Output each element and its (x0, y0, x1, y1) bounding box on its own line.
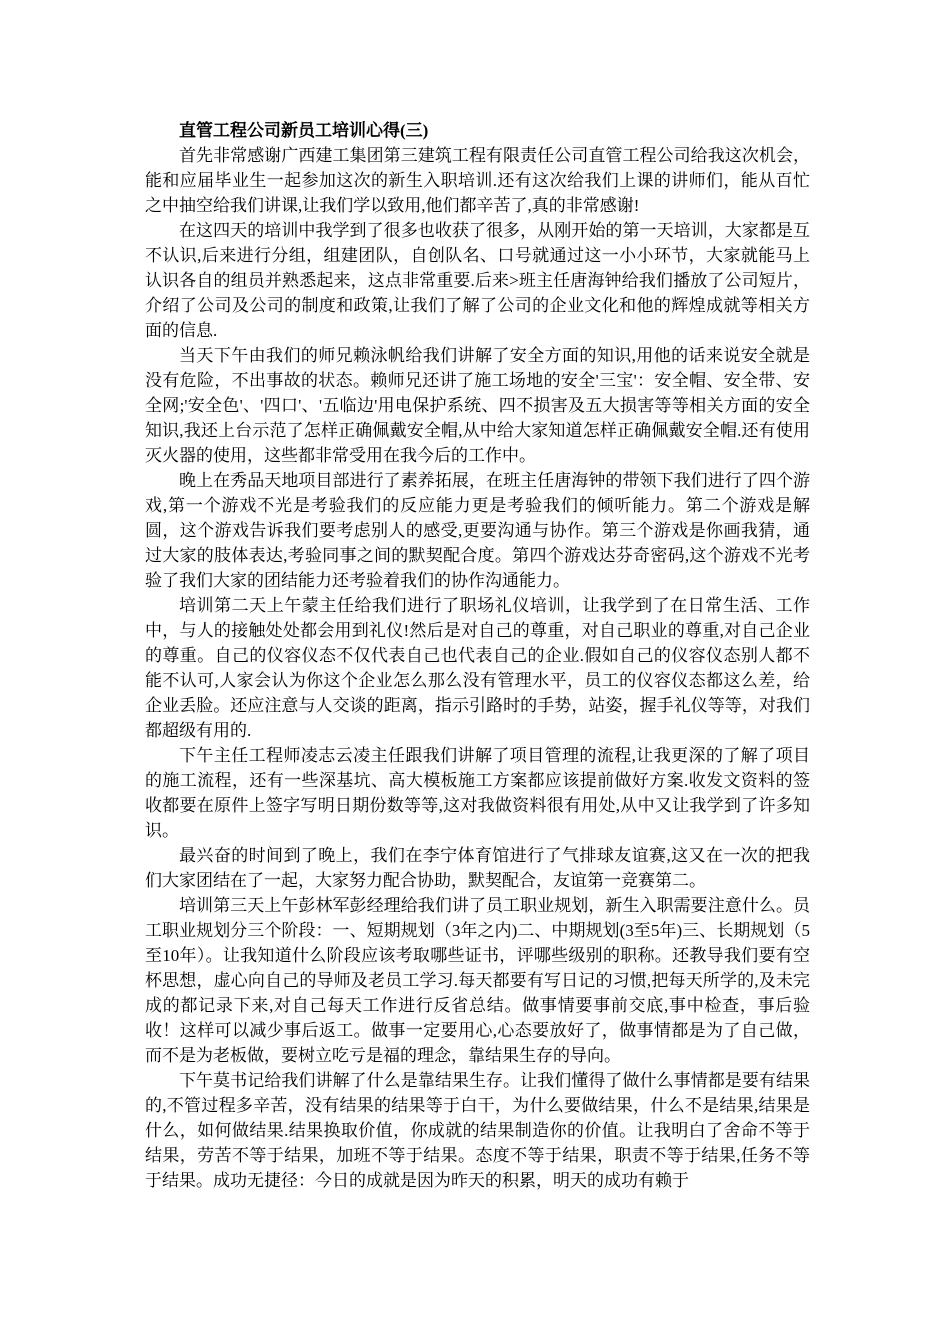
paragraph: 下午莫书记给我们讲解了什么是靠结果生存。让我们懂得了做什么事情都是要有结果的,不管过程多辛苦，没有结果的结果等于白干，为什么要做结果，什么不是结果,结果是什么，如何做结果.结果换取价值，你成就的结果制造你的价值。让我明白了舍命不等于结果，劳苦不等于结果，加班不等于结果。态度不等于结果，职责不等于结果,任务不等于结果。成功无捷径：今日的成就是因为昨天的积累，明天的成功有赖于 (145, 1071, 810, 1190)
paragraph: 培训第二天上午蒙主任给我们进行了职场礼仪培训，让我学到了在日常生活、工作中，与人的接触处处都会用到礼仪!然后是对自己的尊重，对自己职业的尊重,对自己企业的尊重。自己的仪容仪态不仅代表自己也代表自己的企业.假如自己的仪容仪态别人都不能不认可,人家会认为你这个企业怎么那么没有管理水平，员工的仪容仪态都这么差，给企业丢脸。还应注意与人交谈的距离，指示引路时的手势，站姿，握手礼仪等等，对我们都超级有用的. (145, 596, 810, 740)
paragraph: 首先非常感谢广西建工集团第三建筑工程有限责任公司直管工程公司给我这次机会，能和应届毕业生一起参加这次的新生入职培训.还有这次给我们上课的讲师们，能从百忙之中抽空给我们讲课,让我们学以致用,他们都辛苦了,真的非常感谢! (145, 146, 810, 215)
paragraph: 培训第三天上午彭林军彭经理给我们讲了员工职业规划，新生入职需要注意什么。员工职业规划分三个阶段：一、短期规划（3年之内)二、中期规划(3至5年)三、长期规划（5至10年）。让我知道什么阶段应该考取哪些证书，评哪些级别的职称。还教导我们要有空杯思想，虚心向自己的导师及老员工学习.每天都要有写日记的习惯,把每天所学的,及未完成的都记录下来,对自己每天工作进行反省总结。做事情要事前交底,事中检查，事后验收！这样可以减少事后返工。做事一定要用心,心态要放好了，做事情都是为了自己做，而不是为老板做，要树立吃亏是福的理念，靠结果生存的导向。 (145, 896, 810, 1065)
paragraph: 最兴奋的时间到了晚上，我们在李宁体育馆进行了气排球友谊赛,这又在一次的把我们大家团结在了一起，大家努力配合协助，默契配合，友谊第一竞赛第二。 (145, 846, 810, 890)
paragraph: 下午主任工程师凌志云凌主任跟我们讲解了项目管理的流程,让我更深的了解了项目的施工流程，还有一些深基坑、高大模板施工方案都应该提前做好方案.收发文资料的签收都要在原件上签字写明日期份数等等,这对我做资料很有用处,从中又让我学到了许多知识。 (145, 746, 810, 840)
document-body (145, 118, 810, 1193)
paragraph: 在这四天的培训中我学到了很多也收获了很多，从刚开始的第一天培训，大家都是互不认识,后来进行分组，组建团队，自创队名、口号就通过这一小小环节，大家就能马上认识各自的组员并熟悉起来，这点非常重要.后来>班主任唐海钟给我们播放了公司短片，介绍了公司及公司的制度和政策,让我们了解了公司的企业文化和他的辉煌成就等相关方面的信息. (145, 221, 810, 340)
paragraph: 晚上在秀品天地项目部进行了素养拓展，在班主任唐海钟的带领下我们进行了四个游戏,第一个游戏不光是考验我们的反应能力更是考验我们的倾听能力。第二个游戏是解圆，这个游戏告诉我们要考虑别人的感受,更要沟通与协作。第三个游戏是你画我猜，通过大家的肢体表达,考验同事之间的默契配合度。第四个游戏达芬奇密码,这个游戏不光考验了我们大家的团结能力还考验着我们的协作沟通能力。 (145, 471, 810, 590)
paragraph: 当天下午由我们的师兄赖泳帆给我们讲解了安全方面的知识,用他的话来说安全就是没有危险，不出事故的状态。赖师兄还讲了施工场地的安全'三宝'：安全帽、安全带、安全网;'安全色'、'四口'、'五临边'用电保护系统、四不损害及五大损害等等相关方面的安全知识,我还上台示范了怎样正确佩戴安全帽,从中给大家知道怎样正确佩戴安全帽.还有使用灭火器的使用，这些都非常受用在我今后的工作中。 (145, 346, 810, 465)
document-title: 直管工程公司新员工培训心得(三) (179, 121, 429, 140)
